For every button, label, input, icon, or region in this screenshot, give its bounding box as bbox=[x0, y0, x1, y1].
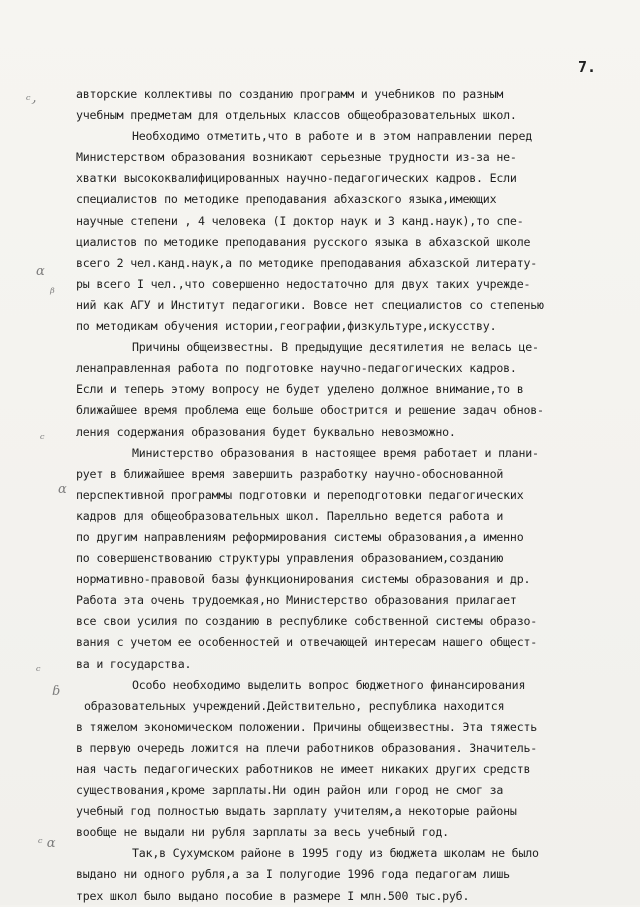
body-text bbox=[76, 84, 616, 907]
text-line: учебным предметам для отдельных классов общеобразовательных школ. bbox=[76, 108, 517, 123]
text-line: по другим направлениям реформирования системы образования,а именно bbox=[76, 529, 524, 544]
margin-mark: ᵦ bbox=[50, 282, 55, 297]
text-line: хватки высококвалифицированных научно-педагогических кадров. Если bbox=[76, 171, 517, 186]
page-number: 7. bbox=[578, 58, 597, 76]
text-line: перспективной программы подготовки и переподготовки педагогических bbox=[76, 487, 524, 502]
text-line: циалистов по методике преподавания русского языка в абхазской школе bbox=[76, 234, 531, 249]
margin-mark: ᶜ᎖ bbox=[26, 93, 36, 108]
text-line: Особо необходимо выделить вопрос бюджетного финансирования bbox=[132, 677, 526, 692]
text-line: специалистов по методике преподавания абхазского языка,имеющих bbox=[76, 192, 497, 207]
text-line: трех школ было выдано пособие в размере I млн.500 тыс.руб. bbox=[76, 888, 470, 903]
text-line: все свои усилия по созданию в республике собственной системы образо- bbox=[76, 614, 538, 629]
margin-mark: ɑ bbox=[36, 264, 45, 279]
text-line: по совершенствованию структуры управления образованием,созданию bbox=[76, 551, 504, 566]
text-line: Министерством образования возникают серьезные трудности из-за не- bbox=[76, 150, 517, 165]
text-line: Если и теперь этому вопросу не будет уделено должное внимание,то в bbox=[76, 382, 524, 397]
text-line: в тяжелом экономическом положении. Причины общеизвестны. Эта тяжесть bbox=[76, 719, 538, 734]
text-line: ва и государства. bbox=[76, 656, 192, 671]
text-line: авторские коллективы по созданию программ и учебников по разным bbox=[76, 87, 504, 101]
margin-mark: ᶜ ɑ bbox=[38, 836, 56, 851]
text-line: рует в ближайшее время завершить разработку научно-обоснованной bbox=[76, 466, 504, 481]
text-line: выдано ни одного рубля,а за I полугодие 1996 года педагогам лишь bbox=[76, 867, 510, 882]
text-line: ления содержания образования будет буквально невозможно. bbox=[76, 424, 456, 439]
text-line: в первую очередь ложится на плечи работников образования. Значитель- bbox=[76, 740, 538, 755]
text-line: вания с учетом ее особенностей и отвечающей интересам нашего общест- bbox=[76, 635, 538, 650]
margin-mark: ᶜ bbox=[36, 664, 41, 679]
text-line: всего 2 чел.канд.наук,а по методике преподавания абхазской литерату- bbox=[76, 255, 538, 270]
text-line: Так,в Сухумском районе в 1995 году из бюджета школам не было bbox=[132, 846, 539, 861]
text-line: ная часть педагогических работников не имеет никаких других средств bbox=[76, 762, 531, 776]
text-line: образовательных учреждений.Действительно, республика находится bbox=[84, 698, 505, 713]
text-line: учебный год полностью выдать зарплату учителям,а некоторые районы bbox=[76, 804, 517, 819]
text-line: Работа эта очень трудоемкая,но Министерство образования прилагает bbox=[76, 593, 517, 608]
text-line: ры всего I чел.,что совершенно недостаточно для двух таких учрежде- bbox=[76, 276, 531, 291]
text-line: существования,кроме зарплаты.Ни один район или город не смог за bbox=[76, 783, 504, 798]
text-line: научные степени , 4 человека (I доктор наук и 3 канд.наук),то спе- bbox=[76, 213, 524, 228]
text-line: Необходимо отметить,что в работе и в этом направлении перед bbox=[132, 129, 533, 144]
text-line: ленаправленная работа по подготовке научно-педагогических кадров. bbox=[76, 361, 517, 376]
margin-mark: ᶜ bbox=[40, 432, 45, 447]
margin-mark: ɑ bbox=[58, 482, 67, 497]
text-line: по методикам обучения истории,географии,физкультуре,искусству. bbox=[76, 319, 497, 334]
text-line: кадров для общеобразовательных школ. Парелльно ведется работа и bbox=[76, 508, 504, 523]
text-line: Министерство образования в настоящее время работает и плани- bbox=[132, 445, 539, 460]
text-line: ний как АГУ и Институт педагогики. Вовсе нет специалистов со степенью bbox=[76, 297, 544, 312]
text-line: нормативно-правовой базы функционирования системы образования и др. bbox=[76, 572, 531, 587]
text-line: Причины общеизвестны. В предыдущие десятилетия не велась це- bbox=[132, 340, 539, 355]
margin-mark: ɓ bbox=[52, 684, 61, 699]
text-line: вообще не выдали ни рубля зарплаты за весь учебный год. bbox=[76, 825, 449, 840]
text-line: ближайшее время проблема еще больше обострится и решение задач обнов- bbox=[76, 403, 544, 418]
